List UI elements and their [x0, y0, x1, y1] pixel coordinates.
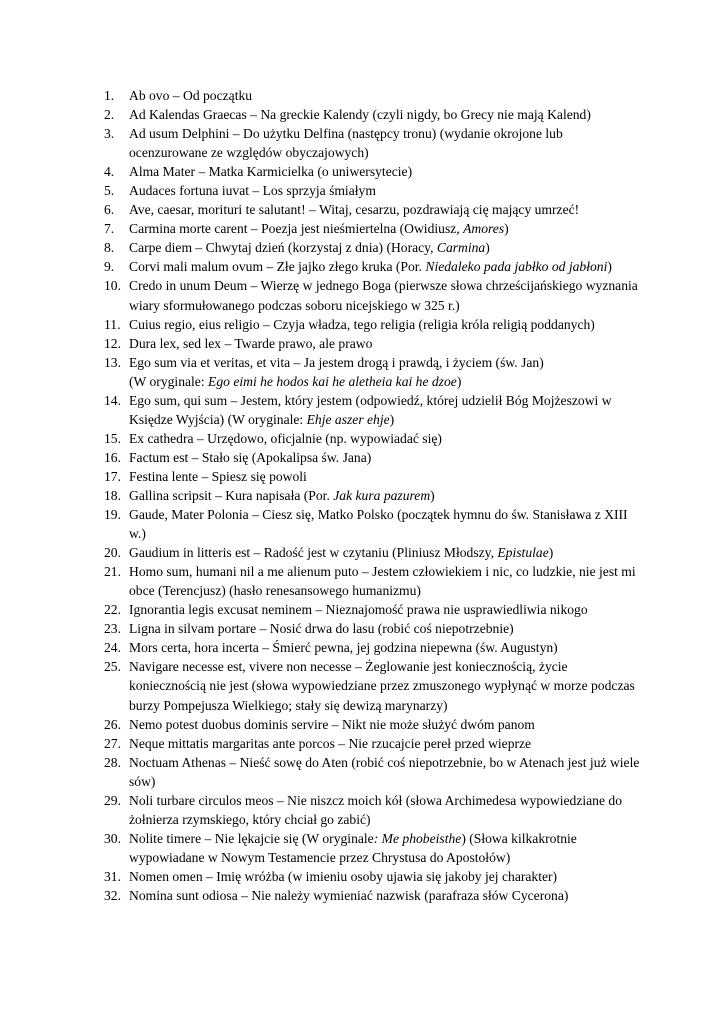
list-item [104, 200, 644, 219]
item-text [129, 107, 591, 122]
text-run: Neque mittatis margaritas ante porcos – Nie rzucajcie pereł przed wieprze [129, 735, 532, 751]
text-run: Homo sum, humani nil a me alienum puto – Jestem człowiekiem i nic, co ludzkie, nie jest mi obce (Terencjusz) (hasło renesansowego humanizmu) [129, 564, 636, 599]
text-run: Mors certa, hora incerta – Śmierć pewna, jej godzina niepewna (św. Augustyn) [129, 640, 558, 656]
item-number: 16. [104, 449, 121, 465]
italic-text: Carmina [436, 240, 486, 256]
text-run: Ad Kalendas Graecas – Na greckie Kalendy (czyli nigdy, bo Grecy nie mają Kalend) [129, 107, 591, 123]
item-number: 5. [104, 183, 115, 199]
text-run: Dura lex, sed lex – Twarde prawo, ale prawo [129, 335, 373, 351]
text-run: Festina lente – Spiesz się powoli [129, 468, 307, 484]
text-run: Carpe diem – Chwytaj dzień (korzystaj z dnia) (Horacy, [129, 240, 437, 256]
list-item [104, 257, 644, 276]
item-text [129, 602, 588, 617]
list-item [104, 353, 644, 391]
item-text [129, 450, 371, 465]
item-text [129, 221, 509, 236]
item-text [129, 355, 544, 389]
italic-text: Ehje aszer ehje [306, 411, 390, 427]
text-run: Corvi mali malum ovum – Złe jajko złego kruka (Por. [129, 259, 426, 275]
list-item [104, 715, 644, 734]
text-run: ) (Słowa kilkakrotnie wypowiadane w Nowym Testamencie przez Chrystusa do Apostołów) [129, 830, 577, 865]
italic-text: : Me phobeisthe [373, 830, 462, 846]
item-number: 31. [104, 868, 121, 884]
item-number: 25. [104, 659, 121, 675]
italic-text: Ego eimi he hodos kai he aletheia kai he dzoe [208, 373, 457, 389]
item-number: 24. [104, 640, 121, 656]
item-number: 23. [104, 621, 121, 637]
item-number: 28. [104, 754, 121, 770]
item-text [129, 564, 636, 598]
text-run: ) [548, 545, 554, 561]
text-run: ) [504, 221, 509, 237]
text-run: Nemo potest duobus dominis servire – Nikt nie może służyć dwóm panom [129, 716, 535, 732]
text-run: Gallina scripsit – Kura napisała (Por. [129, 487, 334, 503]
item-text [129, 793, 622, 827]
item-number: 21. [104, 564, 121, 580]
list-item [104, 162, 644, 181]
italic-text: Niedaleko pada jabłko od jabłoni [425, 259, 608, 275]
list-item [104, 181, 644, 200]
item-number: 9. [104, 259, 115, 275]
item-number: 18. [104, 487, 121, 503]
list-item [104, 334, 644, 353]
text-run: Credo in unum Deum – Wierzę w jednego Boga (pierwsze słowa chrześcijańskiego wyznania wiary sformułowanego podczas soboru nicejskiego w 325 r.) [129, 278, 638, 313]
list-item [104, 829, 644, 867]
list-item [104, 867, 644, 886]
list-item [104, 105, 644, 124]
list-item [104, 486, 644, 505]
item-text [129, 164, 412, 179]
text-run: Nomina sunt odiosa – Nie należy wymieniać nazwisk (parafraza słów Cycerona) [129, 887, 569, 903]
list-item [104, 619, 644, 638]
item-text [129, 507, 628, 541]
text-run: Nomen omen – Imię wróżba (w imieniu osoby ujawia się jakoby jej charakter) [129, 868, 558, 884]
item-number: 13. [104, 354, 121, 370]
item-text [129, 488, 435, 503]
item-number: 7. [104, 221, 115, 237]
item-number: 4. [104, 164, 115, 180]
item-text [129, 126, 563, 160]
item-text [129, 621, 514, 636]
text-run: Ex cathedra – Urzędowo, oficjalnie (np. wypowiadać się) [129, 430, 442, 446]
text-run: Nolite timere – Nie lękajcie się (W oryginale [129, 830, 374, 846]
list-item [104, 219, 644, 238]
list-item [104, 467, 644, 486]
list-item [104, 276, 644, 314]
list-item [104, 562, 644, 600]
item-number: 19. [104, 507, 121, 523]
item-text [129, 888, 568, 903]
item-number: 1. [104, 88, 115, 103]
text-run: Ad usum Delphini – Do użytku Delfina (następcy tronu) (wydanie okrojone lub ocenzurowane ze względów obyczajowych) [129, 126, 563, 161]
list-item [104, 657, 644, 714]
item-number: 26. [104, 716, 121, 732]
item-number: 11. [104, 316, 121, 332]
list-item [104, 886, 644, 905]
text-run: Noctuam Athenas – Nieść sowę do Aten (robić coś niepotrzebnie, bo w Atenach jest już wiele sów) [129, 754, 640, 789]
item-number: 14. [104, 392, 121, 408]
item-number: 20. [104, 545, 121, 561]
item-text [129, 240, 490, 255]
text-run: ) [389, 411, 395, 427]
text-run: (W oryginale: [129, 373, 209, 389]
list-item [104, 734, 644, 753]
italic-text: Epistulae [497, 545, 549, 561]
item-text [129, 259, 612, 274]
text-run: Ligna in silvam portare – Nosić drwa do lasu (robić coś niepotrzebnie) [129, 621, 514, 637]
item-text [129, 393, 612, 427]
item-text [129, 831, 577, 865]
item-text [129, 659, 635, 712]
list-item [104, 753, 644, 791]
list-item [104, 315, 644, 334]
list-item [104, 505, 644, 543]
list-item [104, 448, 644, 467]
text-run: ) [485, 240, 490, 256]
item-text [129, 736, 531, 751]
item-text [129, 755, 639, 789]
item-number: 2. [104, 107, 115, 123]
list-item [104, 791, 644, 829]
text-run: Ego sum via et veritas, et vita – Ja jestem drogą i prawdą, i życiem (św. Jan) [129, 354, 544, 370]
item-text [129, 278, 638, 312]
item-number: 3. [104, 126, 115, 142]
item-text [129, 336, 372, 351]
text-run: Gaude, Mater Polonia – Ciesz się, Matko Polsko (początek hymnu do św. Stanisława z XIII w.) [129, 507, 628, 542]
item-number: 12. [104, 335, 121, 351]
text-run: Factum est – Stało się (Apokalipsa św. Jana) [129, 449, 372, 465]
item-text [129, 431, 442, 446]
text-run: Ave, caesar, morituri te salutant! – Witaj, cesarzu, pozdrawiają cię mający umrzeć! [129, 202, 580, 218]
item-number: 8. [104, 240, 115, 256]
list-item [104, 238, 644, 257]
item-number: 17. [104, 468, 121, 484]
phrase-list [104, 86, 644, 905]
item-number: 27. [104, 735, 121, 751]
item-number: 10. [104, 278, 121, 294]
item-text [129, 202, 579, 217]
text-run: Ego sum, qui sum – Jestem, który jestem (odpowiedź, której udzielił Bóg Mojżeszowi w Księdze Wyjścia) (W oryginale: [129, 392, 612, 427]
list-item [104, 391, 644, 429]
text-run: ) [456, 373, 462, 389]
text-run: ) [430, 487, 435, 503]
list-item [104, 86, 644, 105]
item-text [129, 183, 376, 198]
item-number: 29. [104, 792, 121, 808]
italic-text: Jak kura pazurem [333, 487, 431, 503]
list-item [104, 124, 644, 162]
item-text [129, 317, 595, 332]
text-run: Audaces fortuna iuvat – Los sprzyja śmiałym [129, 183, 376, 199]
item-number: 6. [104, 202, 115, 218]
item-text [129, 88, 252, 103]
text-run: Navigare necesse est, vivere non necesse – Żeglowanie jest koniecznością, życie koniecznością nie jest (słowa wypowiedziane przez zmuszonego wypłynąć w morze podczas burzy Pompejusza Wielkiego; stały się dewizą marynarzy) [129, 659, 635, 713]
text-run: Noli turbare circulos meos – Nie niszcz moich kół (słowa Archimedesa wypowiedziane do żołnierza rzymskiego, który chciał go zabić) [129, 792, 623, 827]
item-text [129, 869, 557, 884]
item-text [129, 545, 553, 560]
list-item [104, 638, 644, 657]
item-number: 32. [104, 887, 121, 903]
text-run: Ignorantia legis excusat neminem – Nieznajomość prawa nie usprawiedliwia nikogo [129, 602, 588, 618]
item-text [129, 640, 558, 655]
text-run: Carmina morte carent – Poezja jest nieśmiertelna (Owidiusz, [129, 221, 464, 237]
text-run: Alma Mater – Matka Karmicielka (o uniwersytecie) [129, 164, 413, 180]
text-run: Gaudium in litteris est – Radość jest w czytaniu (Pliniusz Młodszy, [129, 545, 498, 561]
item-text [129, 717, 535, 732]
item-number: 30. [104, 830, 121, 846]
list-item [104, 429, 644, 448]
italic-text: Amores [463, 221, 505, 237]
text-run: Cuius regio, eius religio – Czyja władza, tego religia (religia króla religią poddanych) [129, 316, 595, 332]
item-number: 22. [104, 602, 121, 618]
list-item [104, 543, 644, 562]
item-number: 15. [104, 430, 121, 446]
text-run: ) [607, 259, 612, 275]
list-item [104, 600, 644, 619]
text-run: Ab ovo – Od początku [129, 88, 253, 103]
item-text [129, 469, 307, 484]
